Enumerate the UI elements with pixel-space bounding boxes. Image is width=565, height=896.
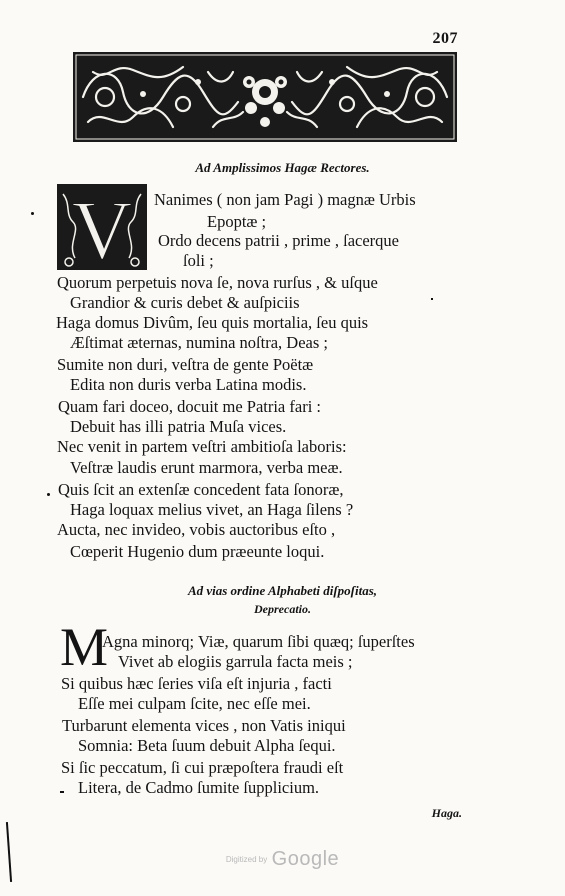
poem-2-line: Si quibus hæc ſeries viſa eſt injuria , facti: [61, 674, 332, 693]
poem-1-line: Ordo decens patrii , prime , ſacerque: [158, 231, 399, 250]
poem-1-line: Sumite non duri, veſtra de gente Poëtæ: [57, 355, 314, 374]
poem-2-line: Si ſic peccatum, ſi cui præpoſtera fraudi eſt: [61, 758, 344, 777]
drop-cap-v: V: [71, 184, 133, 270]
catchword: Haga.: [431, 806, 462, 820]
poem-1-line: Aucta, nec invideo, vobis auctoribus eſto ,: [57, 520, 336, 539]
poem-1-line: Grandior & curis debet & auſpiciis: [70, 293, 300, 312]
ornament-headpiece: [73, 52, 457, 142]
watermark-brand: Google: [271, 848, 340, 870]
poem-1-line: Edita non duris verba Latina modis.: [70, 375, 307, 394]
poem-2-line: Turbarunt elementa vices , non Vatis iniqui: [62, 716, 346, 735]
watermark-prefix: Digitized by: [225, 855, 268, 864]
stray-mark: [431, 298, 433, 300]
stray-mark: [60, 791, 64, 793]
poem-1-line: Haga loquax melius vivet, an Haga ſilens ?: [70, 500, 354, 519]
poem-1-line: Veſtræ laudis erunt marmora, verba meæ.: [70, 458, 343, 477]
poem-2-line: Vivet ab elogiis garrula facta meis ;: [118, 652, 353, 671]
page-number: 207: [432, 30, 458, 47]
poem-1-line: Haga domus Divûm, ſeu quis mortalia, ſeu quis: [56, 313, 369, 332]
digitized-watermark: [0, 848, 565, 871]
poem-1-line: Debuit has illi patria Muſa vices.: [70, 417, 287, 436]
poem-1-line: Æſtimat æternas, numina noſtra, Deas ;: [70, 333, 328, 352]
poem-1-line: Quorum perpetuis nova ſe, nova rurſus , & uſque: [57, 273, 378, 292]
poem-2-line: Eſſe mei culpam ſcite, nec eſſe mei.: [78, 694, 311, 713]
stray-mark: [47, 493, 50, 496]
poem-1-line: Nanimes ( non jam Pagi ) magnæ Urbis: [154, 190, 416, 209]
poem-2-title: Ad vias ordine Alphabeti diſpoſitas,: [187, 583, 378, 598]
poem-2-line: Somnia: Beta ſuum debuit Alpha ſequi.: [78, 736, 336, 755]
poem-1-line: ſoli ;: [183, 251, 214, 270]
poem-1-line: Quis ſcit an extenſæ concedent fata ſonoræ,: [58, 480, 344, 499]
poem-1-title: Ad Amplissimos Hagæ Rectores.: [195, 160, 370, 175]
poem-2-subtitle: Deprecatio.: [254, 602, 311, 616]
decorated-initial-v: [57, 184, 147, 270]
drop-cap-m: M: [60, 617, 109, 677]
poem-2-line: Agna minorq; Viæ, quarum ſibi quæq; ſuperſtes: [102, 632, 415, 651]
poem-1-line: Cœperit Hugenio dum præeunte loqui.: [70, 542, 325, 561]
poem-1-line: Nec venit in partem veſtri ambitioſa laboris:: [57, 437, 347, 456]
poem-1-line: Epoptæ ;: [207, 212, 267, 231]
poem-1-line: Quam fari doceo, docuit me Patria fari :: [58, 397, 321, 416]
stray-mark: [31, 212, 34, 215]
poem-2-line: Litera, de Cadmo ſumite ſupplicium.: [78, 778, 320, 797]
